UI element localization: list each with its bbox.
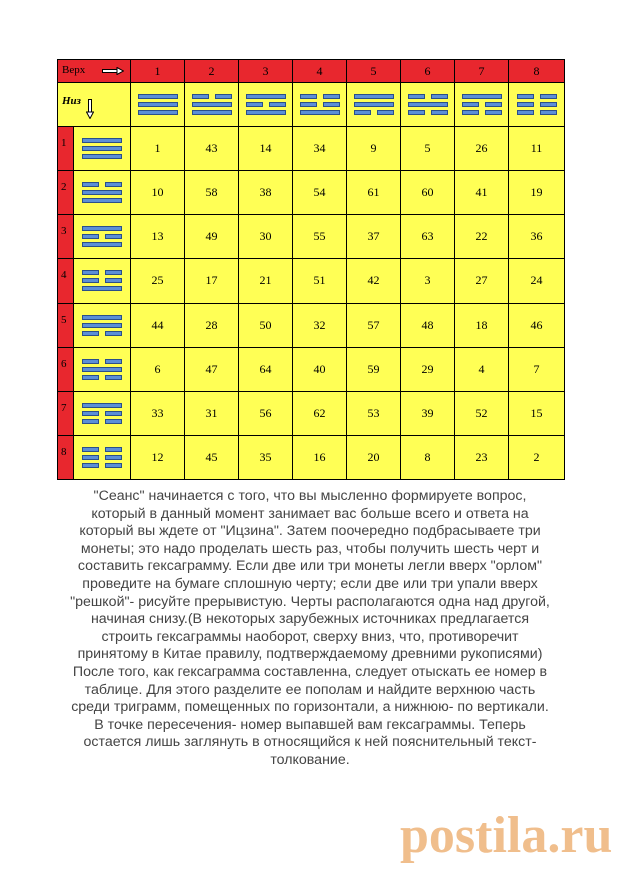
top-trigram-cell: [455, 83, 509, 127]
top-trigram-cell: [185, 83, 239, 127]
hexagram-number-cell: 51: [293, 259, 347, 303]
top-trigram-cell: [293, 83, 347, 127]
bottom-label: Низ: [62, 95, 81, 108]
hexagram-number-cell: 27: [455, 259, 509, 303]
bottom-trigram-cell: [74, 171, 131, 215]
hexagram-number-cell: 6: [131, 347, 185, 391]
hexagram-number-cell: 44: [131, 303, 185, 347]
row-number: 2: [58, 171, 74, 215]
row-number: 8: [58, 435, 74, 479]
hexagram-number-cell: 42: [347, 259, 401, 303]
top-trigram-header: [58, 60, 131, 83]
bottom-trigram-header: [58, 83, 131, 127]
hexagram-number-cell: 55: [293, 215, 347, 259]
trigram-icon: [455, 94, 508, 115]
hexagram-number-cell: 22: [455, 215, 509, 259]
hexagram-number-cell: 39: [401, 391, 455, 435]
top-label: Верх: [62, 64, 86, 76]
hexagram-number-cell: 56: [239, 391, 293, 435]
bottom-trigram-cell: [74, 127, 131, 171]
hexagram-number-cell: 15: [509, 391, 565, 435]
hexagram-number-cell: 12: [131, 435, 185, 479]
hexagram-number-cell: 23: [455, 435, 509, 479]
instructions-paragraph: "Сеанс" начинается с того, что вы мысленно формируете вопрос, который в данный момент занимает вас больше всего и ответа на который вы ждете от "Ицзина". Затем поочередно подбрасываете три монеты; это надо проделать шесть раз, чтобы получить шесть черт и составить гексаграмму. Если две или три монеты легли вверх "орлом" проведите на бумаге сплошную черту; если две или три упали вверх "решкой"- рисуйте прерывистую. Черты располагаются одна над другой, начиная снизу.(В некоторых зарубежных источниках предлагается строить гексаграммы наоборот, сверху вниз, что, противоречит принятому в Китае правилу, подтверждаемому древними рукописями) После того, как гексаграмма составленна, следует отыскать ее номер в таблице. Для этого разделите ее пополам и найдите верхнюю часть среди триграмм, помещенных по горизонтали, а нижнюю- по вертикали. В точке пересечения- номер выпавшей вам гексаграммы. Теперь остается лишь заглянуть в относящийся к ней пояснительный текст-толкование.: [70, 488, 550, 768]
hexagram-number-cell: 9: [347, 127, 401, 171]
hexagram-number-cell: 58: [185, 171, 239, 215]
top-trigram-cell: [239, 83, 293, 127]
trigram-icon: [74, 182, 130, 203]
bottom-trigram-cell: [74, 347, 131, 391]
hexagram-number-cell: 48: [401, 303, 455, 347]
bottom-trigram-cell: [74, 391, 131, 435]
hexagram-number-cell: 35: [239, 435, 293, 479]
hexagram-number-cell: 4: [455, 347, 509, 391]
hexagram-number-cell: 41: [455, 171, 509, 215]
top-trigram-cell: [347, 83, 401, 127]
hexagram-number-cell: 5: [401, 127, 455, 171]
hexagram-number-cell: 21: [239, 259, 293, 303]
table-row: [58, 303, 565, 347]
hexagram-number-cell: 57: [347, 303, 401, 347]
table-row: [58, 259, 565, 303]
hexagram-number-cell: 7: [509, 347, 565, 391]
column-number: 5: [347, 60, 401, 83]
trigram-icon: [74, 447, 130, 468]
hexagram-number-cell: 17: [185, 259, 239, 303]
postila-watermark-logo: postila.ru: [400, 807, 613, 864]
hexagram-number-cell: 60: [401, 171, 455, 215]
row-number: 1: [58, 127, 74, 171]
hexagram-number-cell: 50: [239, 303, 293, 347]
trigram-icon: [74, 315, 130, 336]
column-number: 2: [185, 60, 239, 83]
trigram-icon: [185, 94, 238, 115]
row-number: 3: [58, 215, 74, 259]
column-number: 1: [131, 60, 185, 83]
down-arrow-icon: [86, 99, 94, 119]
right-arrow-icon: [102, 67, 124, 75]
trigram-icon: [401, 94, 454, 115]
hexagram-number-cell: 18: [455, 303, 509, 347]
trigram-icon: [509, 94, 564, 115]
hexagram-number-cell: 62: [293, 391, 347, 435]
hexagram-number-cell: 52: [455, 391, 509, 435]
row-number: 6: [58, 347, 74, 391]
hexagram-number-cell: 34: [293, 127, 347, 171]
column-number: 3: [239, 60, 293, 83]
row-number: 7: [58, 391, 74, 435]
trigram-icon: [74, 403, 130, 424]
trigram-icon: [74, 138, 130, 159]
hexagram-number-cell: 3: [401, 259, 455, 303]
hexagram-number-cell: 2: [509, 435, 565, 479]
row-number: 5: [58, 303, 74, 347]
bottom-trigram-cell: [74, 259, 131, 303]
table-row: [58, 171, 565, 215]
hexagram-number-cell: 43: [185, 127, 239, 171]
top-trigram-cell: [131, 83, 185, 127]
column-number: 4: [293, 60, 347, 83]
hexagram-number-cell: 11: [509, 127, 565, 171]
bottom-trigram-cell: [74, 435, 131, 479]
hexagram-number-cell: 37: [347, 215, 401, 259]
hexagram-number-cell: 19: [509, 171, 565, 215]
trigram-icon: [74, 226, 130, 247]
hexagram-number-cell: 63: [401, 215, 455, 259]
hexagram-number-cell: 29: [401, 347, 455, 391]
hexagram-number-cell: 47: [185, 347, 239, 391]
hexagram-number-cell: 13: [131, 215, 185, 259]
hexagram-number-cell: 8: [401, 435, 455, 479]
top-trigram-cell: [401, 83, 455, 127]
hexagram-number-cell: 54: [293, 171, 347, 215]
table-row: [58, 215, 565, 259]
hexagram-number-cell: 28: [185, 303, 239, 347]
hexagram-number-cell: 61: [347, 171, 401, 215]
hexagram-number-cell: 1: [131, 127, 185, 171]
column-number: 7: [455, 60, 509, 83]
hexagram-number-cell: 53: [347, 391, 401, 435]
table-row: [58, 127, 565, 171]
trigram-icon: [131, 94, 184, 115]
table-row: [58, 391, 565, 435]
hexagram-number-cell: 40: [293, 347, 347, 391]
hexagram-number-cell: 31: [185, 391, 239, 435]
hexagram-number-cell: 30: [239, 215, 293, 259]
trigram-icon: [347, 94, 400, 115]
hexagram-number-cell: 16: [293, 435, 347, 479]
column-number: 8: [509, 60, 565, 83]
hexagram-number-cell: 20: [347, 435, 401, 479]
trigram-icon: [74, 270, 130, 291]
trigram-icon: [74, 359, 130, 380]
hexagram-number-cell: 14: [239, 127, 293, 171]
top-trigram-cell: [509, 83, 565, 127]
hexagram-number-cell: 38: [239, 171, 293, 215]
bottom-trigram-cell: [74, 215, 131, 259]
hexagram-number-cell: 26: [455, 127, 509, 171]
hexagram-table: [57, 59, 565, 480]
hexagram-number-cell: 24: [509, 259, 565, 303]
hexagram-number-cell: 49: [185, 215, 239, 259]
hexagram-number-cell: 59: [347, 347, 401, 391]
hexagram-number-cell: 45: [185, 435, 239, 479]
hexagram-number-cell: 46: [509, 303, 565, 347]
hexagram-number-cell: 64: [239, 347, 293, 391]
trigram-icon: [293, 94, 346, 115]
hexagram-number-cell: 36: [509, 215, 565, 259]
table-row: [58, 435, 565, 479]
table-row: [58, 347, 565, 391]
hexagram-number-cell: 32: [293, 303, 347, 347]
column-number: 6: [401, 60, 455, 83]
hexagram-number-cell: 10: [131, 171, 185, 215]
trigram-icon: [239, 94, 292, 115]
hexagram-number-cell: 25: [131, 259, 185, 303]
hexagram-number-cell: 33: [131, 391, 185, 435]
bottom-trigram-cell: [74, 303, 131, 347]
row-number: 4: [58, 259, 74, 303]
